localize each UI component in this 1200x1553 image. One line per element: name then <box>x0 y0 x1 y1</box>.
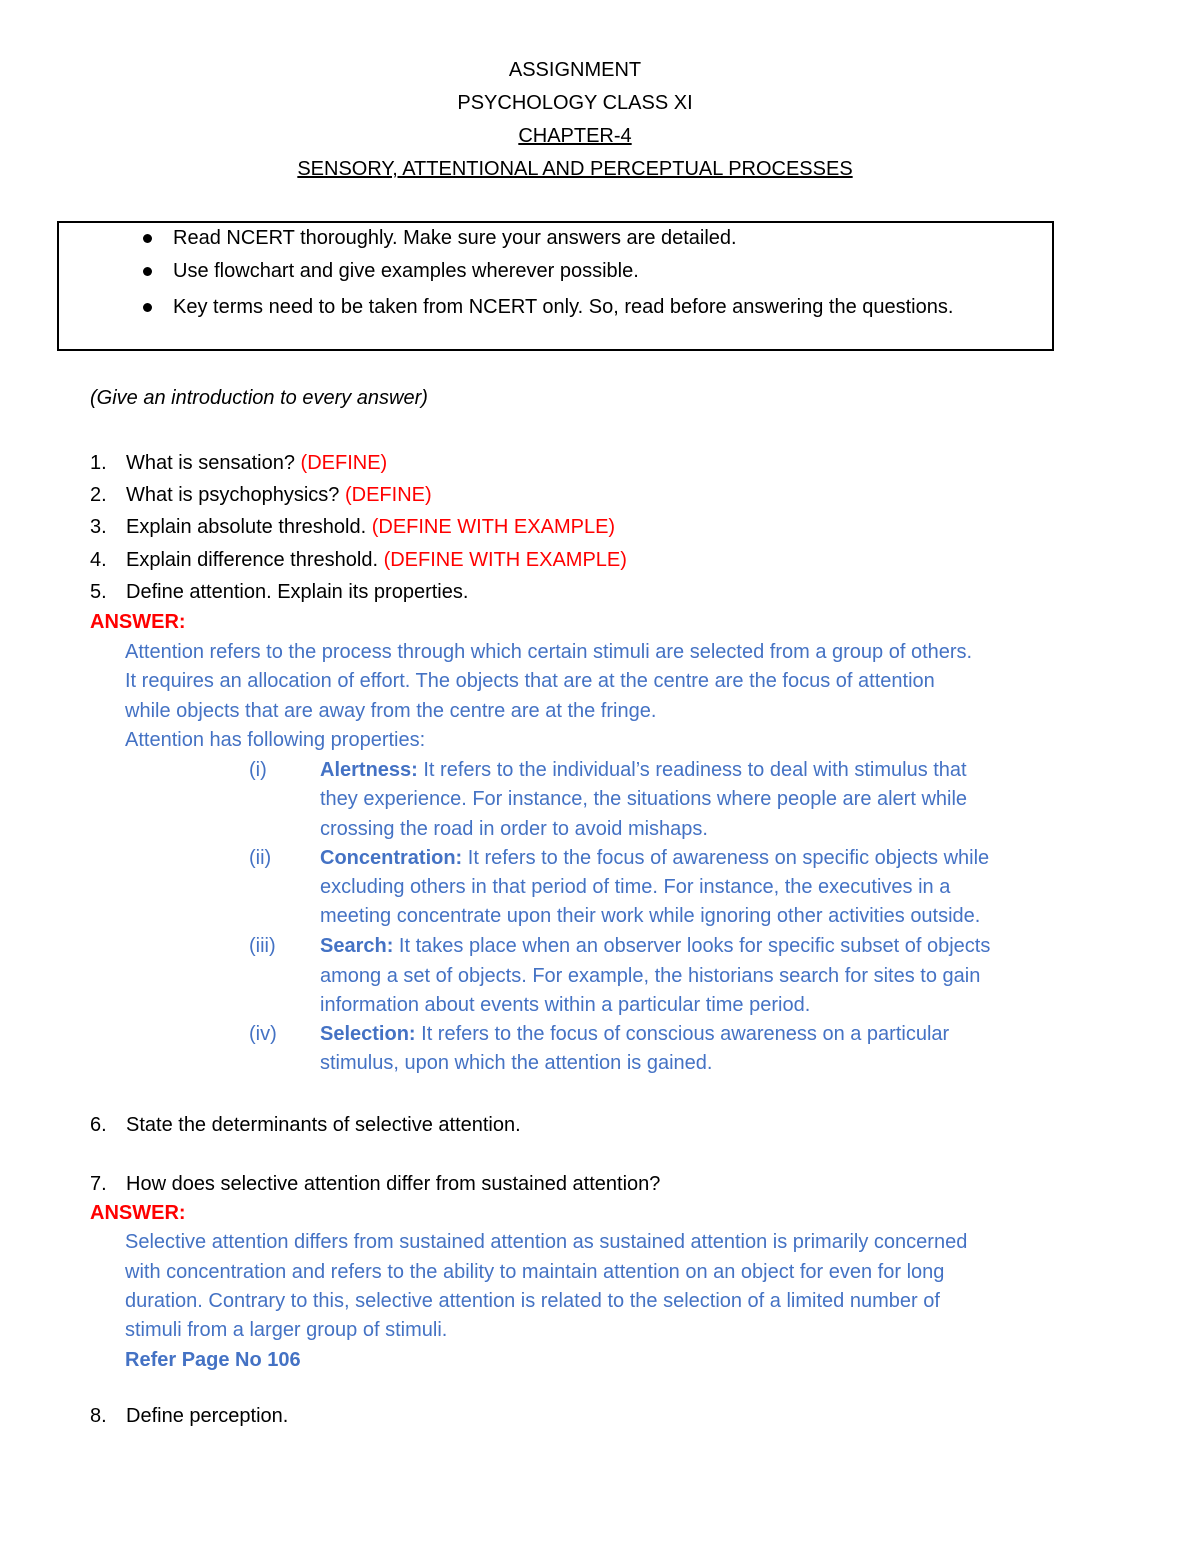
property-text: It refers to the individual’s readiness to deal with stimulus that <box>417 759 967 781</box>
instruction-item: Use flowchart and give examples wherever possible. <box>173 260 639 282</box>
property-line: meeting concentrate upon their work while ignoring other activities outside. <box>320 905 981 927</box>
question-item <box>90 1170 660 1198</box>
property-term: Concentration: <box>320 847 463 869</box>
question-number: 5. <box>90 581 107 603</box>
intro-note: (Give an introduction to every answer) <box>90 387 428 409</box>
question-number: 2. <box>90 484 107 506</box>
property-line <box>320 844 989 872</box>
question-item <box>90 449 387 477</box>
property-line <box>320 756 967 784</box>
answer-label: ANSWER: <box>90 1202 186 1224</box>
answer-line: Selective attention differs from sustained attention as sustained attention is primarily concerned <box>125 1231 968 1253</box>
subject-title: PSYCHOLOGY CLASS XI <box>457 92 693 114</box>
property-term: Search: <box>320 935 394 957</box>
property-text: It refers to the focus of awareness on specific objects while <box>462 847 990 869</box>
question-item <box>90 546 627 574</box>
question-text: What is psychophysics? <box>126 484 345 506</box>
answer-line: Attention refers to the process through which certain stimuli are selected from a group of others. <box>125 641 973 663</box>
property-line: information about events within a particular time period. <box>320 994 811 1016</box>
property-text: It refers to the focus of conscious awareness on a particular <box>415 1023 950 1045</box>
answer-label: ANSWER: <box>90 611 186 633</box>
property-line: crossing the road in order to avoid mishaps. <box>320 818 708 840</box>
question-text: State the determinants of selective attention. <box>126 1114 521 1136</box>
assignment-title: ASSIGNMENT <box>508 59 642 81</box>
chapter-title: SENSORY, ATTENTIONAL AND PERCEPTUAL PROCESSES <box>297 158 853 180</box>
question-text: Define attention. Explain its properties. <box>126 581 469 603</box>
page-reference: Refer Page No 106 <box>125 1349 301 1371</box>
answer-line: Attention has following properties: <box>125 729 426 751</box>
property-line: stimulus, upon which the attention is gained. <box>320 1052 713 1074</box>
question-number: 8. <box>90 1405 107 1427</box>
question-item <box>90 513 615 541</box>
question-text: Explain absolute threshold. <box>126 516 372 538</box>
question-number: 1. <box>90 452 107 474</box>
property-number: (iv) <box>249 1023 277 1045</box>
answer-line: with concentration and refers to the ability to maintain attention on an object for even for long <box>125 1261 945 1283</box>
question-text: Define perception. <box>126 1405 289 1427</box>
question-item <box>90 1111 521 1139</box>
property-term: Alertness: <box>320 759 418 781</box>
property-text: It takes place when an observer looks for specific subset of objects <box>393 935 991 957</box>
question-text: What is sensation? <box>126 452 301 474</box>
question-item <box>90 1402 288 1430</box>
property-number: (ii) <box>249 847 272 869</box>
question-text: How does selective attention differ from sustained attention? <box>126 1173 661 1195</box>
question-number: 7. <box>90 1173 107 1195</box>
chapter-label: CHAPTER-4 <box>518 125 632 147</box>
question-text: Explain difference threshold. <box>126 549 384 571</box>
question-number: 6. <box>90 1114 107 1136</box>
question-tag: (DEFINE WITH EXAMPLE) <box>383 549 627 571</box>
question-tag: (DEFINE) <box>300 452 388 474</box>
instruction-item: Key terms need to be taken from NCERT only. So, read before answering the questions. <box>173 296 954 318</box>
property-line: they experience. For instance, the situations where people are alert while <box>320 788 968 810</box>
bullet-icon <box>143 234 152 243</box>
question-number: 3. <box>90 516 107 538</box>
answer-line: It requires an allocation of effort. The objects that are at the centre are the focus of attention <box>125 670 935 692</box>
property-number: (i) <box>249 759 267 781</box>
answer-line: stimuli from a larger group of stimuli. <box>125 1319 448 1341</box>
question-number: 4. <box>90 549 107 571</box>
property-line <box>320 932 990 960</box>
answer-line: duration. Contrary to this, selective attention is related to the selection of a limited number of <box>125 1290 940 1312</box>
bullet-icon <box>143 267 152 276</box>
property-line: among a set of objects. For example, the historians search for sites to gain <box>320 965 981 987</box>
question-item <box>90 578 468 606</box>
question-tag: (DEFINE) <box>344 484 432 506</box>
bullet-icon <box>143 303 152 312</box>
property-line <box>320 1020 949 1048</box>
property-term: Selection: <box>320 1023 416 1045</box>
answer-line: while objects that are away from the centre are at the fringe. <box>125 700 657 722</box>
question-item <box>90 481 432 509</box>
question-tag: (DEFINE WITH EXAMPLE) <box>371 516 616 538</box>
instruction-item: Read NCERT thoroughly. Make sure your answers are detailed. <box>173 227 737 249</box>
property-line: excluding others in that period of time. For instance, the executives in a <box>320 876 951 898</box>
property-number: (iii) <box>249 935 276 957</box>
